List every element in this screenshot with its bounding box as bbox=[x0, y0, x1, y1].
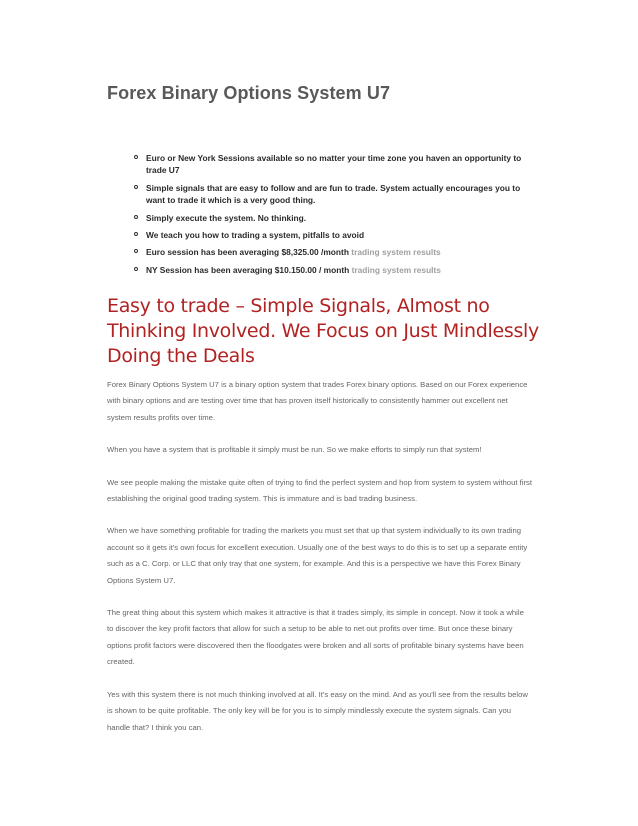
results-link-text: trading system results bbox=[351, 264, 441, 275]
body-text bbox=[107, 377, 532, 752]
bullet-item bbox=[133, 212, 533, 224]
document-title: Forex Binary Options System U7 bbox=[107, 83, 391, 103]
results-link-text: trading system results bbox=[351, 247, 441, 258]
bullet-item bbox=[133, 229, 533, 241]
bullet-text: Simply execute the system. No thinking. bbox=[146, 212, 307, 223]
bullet-text: Euro or New York Sessions available so no matter your time zone you haven an opportunity to trade U7 bbox=[146, 153, 522, 176]
bullet-item bbox=[133, 246, 533, 258]
bullet-item bbox=[133, 264, 533, 276]
body-paragraph: We see people making the mistake quite often of trying to find the perfect system and hop from system to system without first establishing the original good trading system. This is immature and is bad trading business. bbox=[107, 477, 533, 504]
circle-bullet-icon bbox=[134, 267, 138, 271]
circle-bullet-icon bbox=[134, 185, 138, 189]
section-headline: Easy to trade – Simple Signals, Almost no Thinking Involved. We Focus on Just Mindlessly Doing the Deals bbox=[107, 295, 539, 367]
feature-bullet-list bbox=[133, 152, 533, 281]
bullet-text: NY Session has been averaging $10.150.00 / month bbox=[146, 264, 350, 275]
body-paragraph: Yes with this system there is not much thinking involved at all. It's easy on the mind. And as you'll see from the results below is shown to be quite profitable. The only key will be for you is to simply mindlessly execute the system signals. Can you handle that? I think you can. bbox=[107, 689, 528, 732]
circle-bullet-icon bbox=[134, 232, 138, 236]
circle-bullet-icon bbox=[134, 155, 138, 159]
bullet-text: Simple signals that are easy to follow and are fun to trade. System actually encourages you to want to trade it which is a very good thing. bbox=[146, 182, 521, 206]
body-paragraph: When you have a system that is profitable it simply must be run. So we make efforts to simply run that system! bbox=[107, 445, 482, 455]
body-paragraph: Forex Binary Options System U7 is a binary option system that trades Forex binary options. Based on our Forex experience with binary options and are testing over time that has proven itself historically to consistently hammer out excellent net system results profits over time. bbox=[107, 380, 528, 422]
body-paragraph: The great thing about this system which makes it attractive is that it trades simply, its simple in concept. Now it took a while to discover the key profit factors that allow for such a setup to be able to net out profits over time. But once these binary options profit factors were discovered then the floodgates were broken and all sorts of profitable binary systems have been created. bbox=[107, 608, 524, 667]
bullet-item bbox=[133, 182, 533, 207]
bullet-text: We teach you how to trading a system, pitfalls to avoid bbox=[146, 230, 365, 241]
circle-bullet-icon bbox=[134, 215, 138, 219]
circle-bullet-icon bbox=[134, 249, 138, 253]
body-paragraph: When we have something profitable for trading the markets you must set that up that system individually to its own trading account so it gets it's own focus for excellent execution. Usually one of the best ways to do this is to set up a separate entity such as a C. Corp. or LLC that only tray that one system, for example. And this is a perspective we have this Forex Binary Options System U7. bbox=[107, 526, 528, 585]
bullet-item bbox=[133, 152, 533, 177]
bullet-text: Euro session has been averaging $8,325.00 /month bbox=[146, 247, 349, 258]
